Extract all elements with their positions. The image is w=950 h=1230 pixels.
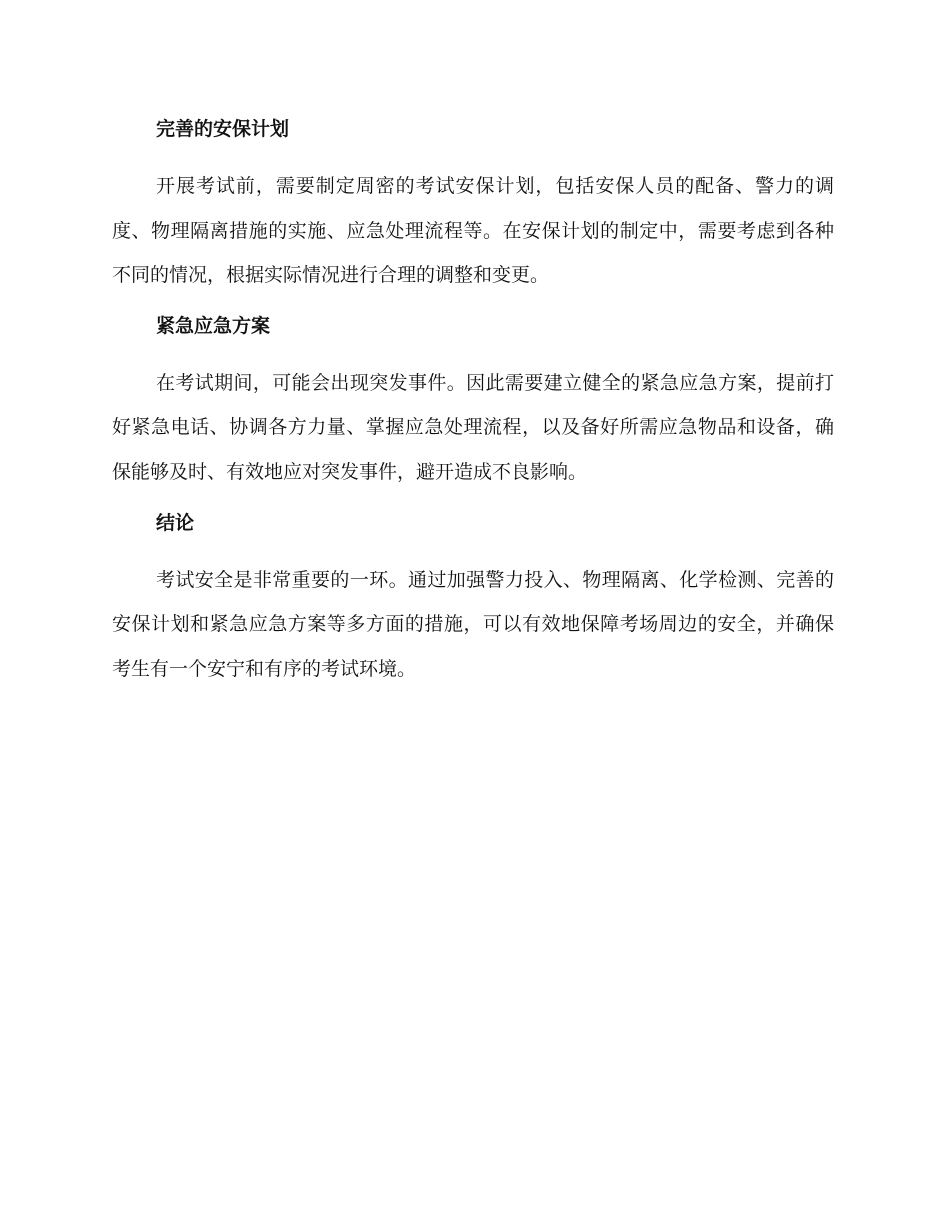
paragraph-line: 应急物品和设备，确保能够及时、有效地应对突发事件，避开造成不良影	[112, 416, 834, 483]
paragraph-line: 在考试期间，可能会出现突发事件。因此需要建立健全的紧急应急方	[156, 371, 738, 394]
section-heading-conclusion: 结论	[156, 511, 195, 534]
paragraph-line: 周边的安全，并确保考生有一个安宁和有序的考试环境。	[112, 613, 834, 680]
paragraph-line: 力的调度、物理隔离措施的实施、应急处理流程等。在安保计划的制定中，	[112, 175, 834, 242]
document-page	[112, 112, 834, 691]
paragraph-line: 需要考虑到各种不同的情况，根据实际情况进行合理的调整和变更。	[112, 219, 834, 287]
paragraph-security-plan	[112, 164, 834, 298]
section-heading-emergency-plan: 紧急应急方案	[156, 314, 271, 337]
paragraph-line: 响。	[549, 460, 588, 483]
section-heading-security-plan: 完善的安保计划	[156, 118, 290, 140]
paragraph-line: 开展考试前，需要制定周密的考试安保计划，包括安保人员的配备、警	[156, 175, 776, 197]
paragraph-line: 案，提前打好紧急电话、协调各方力量、掌握应急处理流程，以及备好所需	[112, 371, 834, 439]
paragraph-line: 考试安全是非常重要的一环。通过加强警力投入、物理隔离、化学检	[156, 568, 738, 591]
paragraph-conclusion	[112, 558, 834, 692]
paragraph-emergency-plan	[112, 361, 834, 495]
paragraph-line: 测、完善的安保计划和紧急应急方案等多方面的措施，可以有效地保障考场	[112, 568, 834, 636]
